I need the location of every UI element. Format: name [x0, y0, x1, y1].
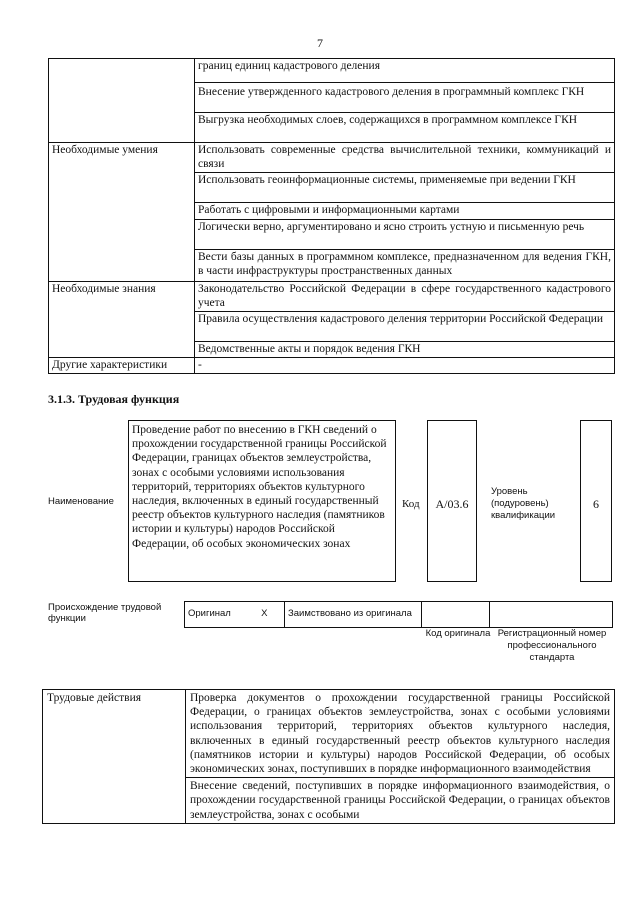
original-mark: X [245, 602, 285, 628]
row-label-other: Другие характеристики [49, 358, 195, 374]
table-cell: Правила осуществления кадастрового деления территории Российской Федерации [195, 312, 615, 342]
original-code-caption: Код оригинала [425, 628, 491, 639]
origin-label: Происхождение трудовой функции [48, 602, 162, 624]
table-cell: Внесение утвержденного кадастрового деления в программный комплекс ГКН [195, 83, 615, 113]
table-row [43, 690, 615, 778]
function-name-box: Проведение работ по внесению в ГКН сведений о прохождении государственной границы Российской Федерации, границах объектов землеустройства, зонах с особыми условиями использования территорий, территориях объектов культурного наследия, включенных в единый государственный реестр объектов культурного наследия (памятников истории и культуры) народов Российской Федерации, об особых экономических зонах [128, 420, 396, 582]
table-cell: Работать с цифровыми и информационными картами [195, 203, 615, 220]
borrowed-label: Заимствовано из оригинала [285, 602, 422, 628]
code-label: Код [402, 498, 420, 510]
table-cell: Использовать современные средства вычислительной техники, коммуникаций и связи [195, 143, 615, 173]
table-cell: границ единиц кадастрового деления [195, 59, 615, 83]
table-cell: Законодательство Российской Федерации в сфере государственного кадастрового учета [195, 282, 615, 312]
table-cell: Вести базы данных в программном комплексе, предназначенном для ведения ГКН, в части инфраструктуры пространственных данных [195, 250, 615, 282]
section-heading: 3.1.3. Трудовая функция [48, 392, 180, 406]
level-label: Уровень (подуровень) квалификации [491, 486, 556, 521]
table-cell: Логически верно, аргументировано и ясно строить устную и письменную речь [195, 220, 615, 250]
table-cell: Выгрузка необходимых слоев, содержащихся в программном комплексе ГКН [195, 113, 615, 143]
table-cell: - [195, 358, 615, 374]
row-label-knowledge: Необходимые знания [49, 282, 195, 358]
table-cell: Внесение сведений, поступивших в порядке информационного взаимодействия, о прохождении государственной границы Российской Федерации, о границах объектов землеустройства, зонах с особыми [186, 778, 615, 824]
table-cell: Использовать геоинформационные системы, применяемые при ведении ГКН [195, 173, 615, 203]
level-value: 6 [593, 497, 599, 511]
registration-number-caption: Регистрационный номер профессионального стандарта [497, 628, 607, 663]
labor-actions-label: Трудовые действия [43, 690, 186, 824]
row-label-skills: Необходимые умения [49, 143, 195, 282]
table-cell: Ведомственные акты и порядок ведения ГКН [195, 342, 615, 358]
page-number: 7 [317, 36, 323, 50]
name-label: Наименование [48, 496, 114, 507]
table-cell: Проверка документов о прохождении государственной границы Российской Федерации, о границах объектов землеустройства, зонах с особыми условиями использования территорий, территориях объектов культурного наследия, включенных в единый государственный реестр объектов культурного наследия (памятников истории и культуры) народов Российской Федерации, об особых экономических зонах, поступивших в порядке информационного взаимодействия [186, 690, 615, 778]
original-label: Оригинал [185, 602, 245, 628]
code-value: A/03.6 [435, 497, 469, 511]
labor-actions-table [42, 689, 615, 824]
